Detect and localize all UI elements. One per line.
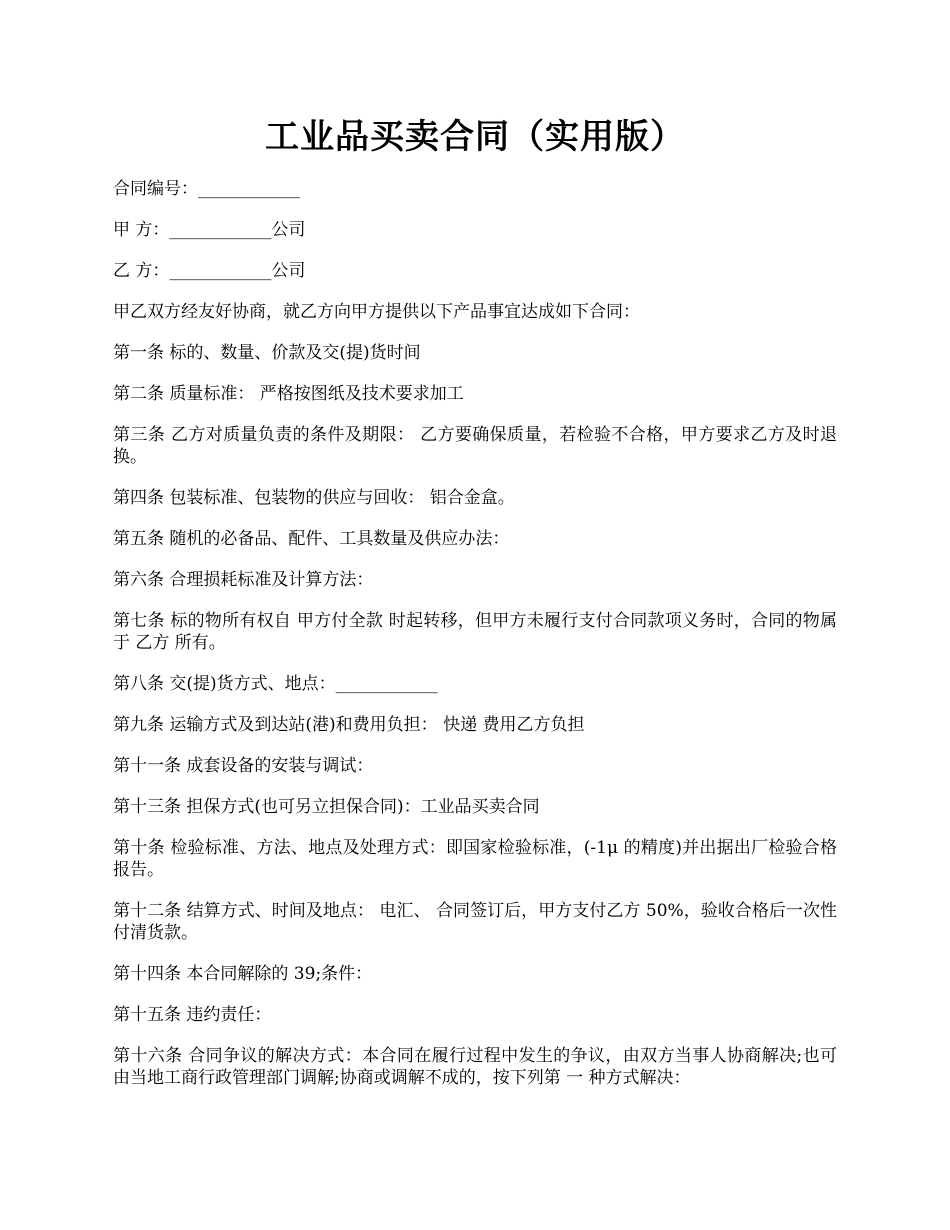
party-b-line: 乙 方：____________公司	[113, 261, 306, 281]
document-body	[113, 178, 837, 1108]
article-9: 第九条 运输方式及到达站(港)和费用负担： 快递 费用乙方负担	[113, 715, 585, 735]
article-2: 第二条 质量标准： 严格按图纸及技术要求加工	[113, 384, 464, 404]
article-7: 第七条 标的物所有权自 甲方付全款 时起转移，但甲方未履行支付合同款项义务时，合同的物属于 乙方 所有。	[113, 611, 837, 653]
party-a-line: 甲 方：____________公司	[113, 220, 306, 240]
article-6: 第六条 合理损耗标准及计算方法：	[113, 570, 374, 590]
contract-number-line: 合同编号：____________	[113, 179, 300, 199]
article-3: 第三条 乙方对质量负责的条件及期限： 乙方要确保质量，若检验不合格，甲方要求乙方及时退换。	[113, 425, 837, 467]
document-title: 工业品买卖合同（实用版）	[265, 117, 685, 157]
article-5: 第五条 随机的必备品、配件、工具数量及供应办法：	[113, 529, 510, 549]
article-4: 第四条 包装标准、包装物的供应与回收： 铝合金盒。	[113, 488, 515, 508]
preamble-paragraph: 甲乙双方经友好协商，就乙方向甲方提供以下产品事宜达成如下合同：	[113, 302, 640, 322]
article-12: 第十二条 结算方式、时间及地点： 电汇、 合同签订后，甲方支付乙方 50%，验收合格后一次性付清货款。	[113, 901, 837, 943]
article-13: 第十三条 担保方式(也可另立担保合同)：工业品买卖合同	[113, 797, 540, 817]
article-14: 第十四条 本合同解除的 39;条件：	[113, 964, 373, 984]
article-16: 第十六条 合同争议的解决方式：本合同在履行过程中发生的争议，由双方当事人协商解决;也可由当地工商行政管理部门调解;协商或调解不成的，按下列第 一 种方式解决：	[113, 1046, 837, 1088]
article-11: 第十一条 成套设备的安装与调试：	[113, 756, 374, 776]
article-15: 第十五条 违约责任：	[113, 1005, 272, 1025]
article-1: 第一条 标的、数量、价款及交(提)货时间	[113, 343, 421, 363]
article-10: 第十条 检验标准、方法、地点及处理方式：即国家检验标准，(-1μ 的精度)并出据出厂检验合格报告。	[113, 838, 837, 880]
article-8: 第八条 交(提)货方式、地点：____________	[113, 674, 438, 694]
